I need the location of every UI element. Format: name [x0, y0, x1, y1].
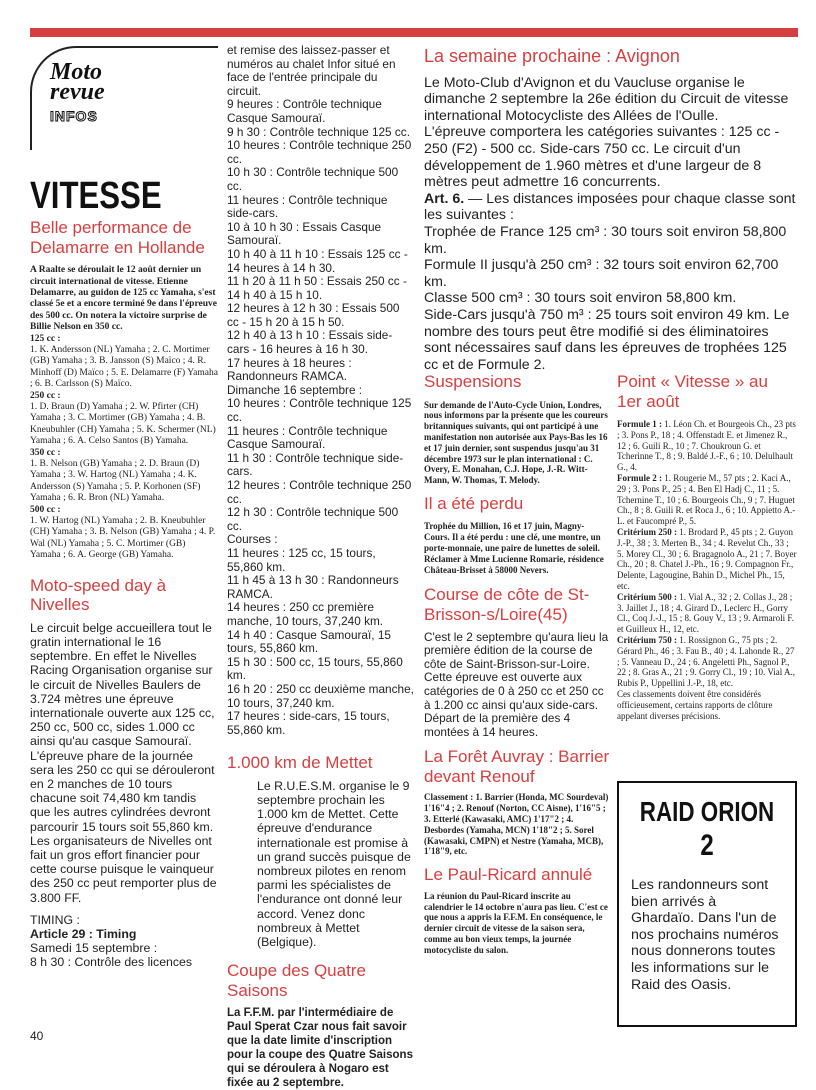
headline-point-vitesse: Point « Vitesse » au 1er août: [617, 372, 768, 411]
top-red-rule: [30, 28, 798, 37]
logo-revue: revue: [50, 79, 105, 105]
section-title: VITESSE: [30, 175, 162, 217]
nivelles-p1: Le circuit belge accueillera tout le gratin international le 16 septembre. En effet le Nivelles Racing Organisation organise sur le circuit de Nivelles Baulers de 3.724 mètres une épreuve internationale ouverte aux 125 cc, 250 cc, 500 cc, sides 1.000 cc ainsi qu'au casque Samouraï.: [30, 620, 215, 749]
criterium-750: 1. Rossignon G., 75 pts ; 2. Gérard Ph., 46 ; 3. Fau B., 40 ; 4. Lahonde R., 27 ; 5. Vanneau D., 24 ; 6. Angeletti Ph., Sagnol P., 22 ; 8. Gras A., 21 ; 9. Gorry Cl., 19 ; 10. Vial A., Rubis P., Uppellini J.-P., 18, etc.: [617, 635, 796, 689]
headline-foret-auvray: La Forêt Auvray : Barrier devant Renouf: [424, 747, 610, 786]
criterium-250-label: Critérium 250 :: [617, 527, 677, 538]
perdu-text: Trophée du Million, 16 et 17 juin, Magny-Cours. Il a été perdu : une clé, une montre, un porte-monnaie, une paire de lunettes de soleil. Réclamer à Mme Lucienne Romarie, résidence Château-Brisset à 58000 Nevers.: [424, 521, 604, 575]
timing-label: TIMING :: [30, 912, 80, 927]
results-250: 1. D. Braun (D) Yamaha ; 2. W. Pfirter (CH) Yamaha ; 3. C. Mortimer (GB) Yamaha ; 4. B. Kneubuhler (CH) Yamaha ; 5. K. Schermer (NL) Yamaha ; 6. A. Celso Santos (B) Yamaha.: [30, 401, 216, 447]
headline-mettet: 1.000 km de Mettet: [227, 753, 373, 773]
column-1: [30, 40, 218, 970]
classement-note: Ces classements doivent être considérés officieusement, certains rapports de clôture appelant diverses précisions.: [617, 689, 773, 721]
headline-st-brisson: Course de côte de St-Brisson-s/Loire(45): [424, 585, 590, 624]
avignon-art6: — Les distances imposées pour chaque classe sont les suivantes :: [424, 190, 796, 224]
avignon-p2: L'épreuve comportera les catégories suivantes : 125 cc - 250 (F2) - 500 cc. Side-cars 750 cc. Le circuit d'un développement de 1.960 mètres et d'une largeur de 8 mètres peut admettre 16 concurrents.: [424, 124, 780, 191]
raid-text: Les randonneurs sont bien arrivés à Ghardaïo. Dans l'un de nos prochains numéros nous donnerons toutes les informations sur le Raid des Oasis.: [631, 877, 779, 993]
formule-1-label: Formule 1 :: [617, 419, 662, 430]
headline-suspensions: Suspensions: [424, 372, 522, 391]
mettet-text: Le R.U.E.S.M. organise le 9 septembre prochain les 1.000 km de Mettet. Cette épreuve d'endurance internationale est promise à un grand succès puisque de nombreux pilotes en renom parmi les spécialistes de l'endurance ont donné leur accord. Venez donc nombreux à Mettet (Belgique).: [257, 778, 411, 950]
criterium-500-label: Critérium 500 :: [617, 591, 677, 602]
results-350-label: 350 cc :: [30, 447, 61, 458]
raid-title-number: 2: [700, 829, 714, 862]
criterium-250: 1. Brodard P., 45 pts ; 2. Guyon J.-P., 38 ; 3. Merten B., 34 ; 4. Revelut Ch., 33 ; 5. Morey Cl., 30 ; 6. Bragagnolo A., 21 ; 7. Boyer Ch., 20 ; 8. Chatel J.-Ph., 16 ; 9. Compagnon Fr., Delente, Lagougine, Bahin D., Michel Ph., 15, etc.: [617, 527, 797, 592]
criterium-750-label: Critérium 750 :: [617, 635, 677, 646]
results-500: 1. W. Hartog (NL) Yamaha ; 2. B. Kneubuhler (CH) Yamaha ; 3. B. Nelson (GB) Yamaha ; 4. P. Wal (NL) Yamaha ; 5. C. Mortimer (GB) Yamaha ; 6. A. George (GB) Yamaha.: [30, 516, 216, 561]
foret-auvray-text: Classement : 1. Barrier (Honda, MC Sourdeval) 1'16"4 ; 2. Renouf (Norton, CC Aisne), 1'16"5 ; 3. Etterlé (Kawasaki, AMC) 1'17"2 ; 4. Desbordes (Yamaha, MCN) 1'18"2 ; 5. Sorel (Kawasaki, CMPN) et Nestre (Yamaha, MCB), 1'18"9, etc.: [424, 792, 609, 857]
raid-title: RAID ORION: [639, 796, 775, 827]
raid-orion-box: [617, 781, 797, 1027]
nivelles-p3: Les organisateurs de Nivelles ont fait un gros effort financier pour cette course puisque le vainqueur des 250 cc peut remporter plus de 3.800 FF.: [30, 833, 217, 905]
headline-coupe: Coupe des Quatre Saisons: [227, 961, 366, 1000]
column-2: [227, 44, 414, 1090]
avignon-p6: Classe 500 cm³ : 30 tours soit environ 58,800 km.: [424, 290, 737, 307]
page-number: 40: [30, 1029, 44, 1043]
paul-ricard-text: La réunion du Paul-Ricard inscrite au calendrier le 14 octobre n'aura pas lieu. C'est ce que nous a appris la F.F.M. En conséquence, le dernier circuit de vitesse de la saison sera, comme au bon vieux temps, la journée motocycliste du salon.: [424, 890, 608, 955]
headline-perdu: Il a été perdu: [424, 493, 524, 513]
headline-paul-ricard: Le Paul-Ricard annulé: [424, 865, 593, 885]
avignon-p7: Side-Cars jusqu'à 750 m³ : 25 tours soit environ 49 km. Le nombre des tours peut être modifié si des éliminatoires sont nécessaires sauf dans les épreuves de trophées 125 cc et de Formule 2.: [424, 307, 790, 373]
article-intro: A Raalte se déroulait le 12 août dernier un circuit international de vitesse. Etienne Delamarre, au guidon de 125 cc Yamaha, s'est classé 5e et a encore terminé 9e dans l'épreuve des 500 cc. On notera la victoire surprise de Billie Nelson en 350 cc.: [30, 265, 217, 333]
avignon-p1: Le Moto-Club d'Avignon et du Vaucluse organise le dimanche 2 septembre la 26e édition du Circuit de vitesse international Motocycliste des Allées de l'Oulle.: [424, 74, 789, 124]
criterium-500: 1. Vial A., 32 ; 2. Collas J., 28 ; 3. Jaillet J., 18 ; 4. Girard D., Leclerc H., Gorry Cl., Coq J.-J., 15 ; 8. Gouy V., 13 ; 9. Armaroli F. et Guilleux H., 12, etc.: [617, 591, 794, 635]
nivelles-p2: L'épreuve phare de la journée sera les 250 cc qui se dérouleront en 2 manches de 10 tours chacune soit 74,480 km tandis que les autres cylindrées devront parcourir 15 tours soit 55,860 km.: [30, 748, 215, 834]
schedule-830: 8 h 30 : Contrôle des licences: [30, 955, 193, 970]
logo-infos: INFOS: [50, 108, 98, 124]
headline-delamarre: Belle performance de Delamarre en Hollande: [30, 218, 205, 257]
st-brisson-text: C'est le 2 septembre qu'aura lieu la première édition de la course de côte de Saint-Brisson-sur-Loire. Cette épreuve est ouverte aux catégories de 0 à 250 cc et 250 cc à 1.200 cc ainsi qu'aux side-cars. Départ de la première des 4 montées à 14 heures.: [424, 629, 609, 739]
nivelles-schedule: et remise des laissez-passer et numéros au chalet Infor situé en face de l'entrée principale du circuit. 9 heures : Contrôle technique Casque Samouraï. 9 h 30 : Contrôle technique 125 cc. 10 heures : Contrôle technique 250 cc. 10 h 30 : Contrôle technique 500 cc. 11 heures : Contrôle technique side-cars. 10 à 10 h 30 : Essais Casque Samouraï. 10 h 40 à 11 h 10 : Essais 125 cc - 14 heures à 14 h 30. 11 h 20 à 11 h 50 : Essais 250 cc - 14 h 40 à 15 h 10. 12 heures à 12 h 30 : Essais 500 cc - 15 h 20 à 15 h 50. 12 h 40 à 13 h 10 : Essais side-cars - 16 heures à 16 h 30. 17 heures à 18 heures : Randonneurs RAMCA. Dimanche 16 septembre : 10 heures : Contrôle technique 125 cc. 11 heures : Contrôle technique Casque Samouraï. 11 h 30 : Contrôle technique side-cars. 12 heures : Contrôle technique 250 cc. 12 h 30 : Contrôle technique 500 cc. Courses : 11 heures : 125 cc, 15 tours, 55,860 km. 11 h 45 à 13 h 30 : Randonneurs RAMCA. 14 heures : 250 cc première manche, 10 tours, 37,240 km. 14 h 40 : Casque Samouraï, 15 tours, 55,860 km. 15 h 30 : 500 cc, 15 tours, 55,860 km. 16 h 20 : 250 cc deuxième manche, 10 tours, 37,240 km. 17 heures : side-cars, 15 tours, 55,860 km.: [227, 43, 414, 737]
results-125-label: 125 cc :: [30, 333, 61, 344]
avignon-p5: Formule II jusqu'à 250 cm³ : 32 tours soit environ 62,700 km.: [424, 257, 779, 290]
formule-2-label: Formule 2 :: [617, 473, 662, 484]
avignon-art6-label: Art. 6.: [424, 190, 465, 207]
headline-avignon: La semaine prochaine : Avignon: [424, 46, 680, 66]
avignon-p4: Trophée de France 125 cm³ : 30 tours soit environ 58,800 km.: [424, 224, 787, 257]
suspensions-text: Sur demande de l'Auto-Cycle Union, Londres, nous informons par la présente que les coureurs britanniques suivants, qui ont participé à une manifestation non autorisée aux Pays-Bas les 16 et 17 juin dernier, sont suspendus jusqu'au 31 décembre 1973 sur le plan international : C. Overy, E. Monahan, C.J. Hope, J.-R. Witt-Mann, W. Thomas, T. Melody.: [424, 399, 608, 486]
formule-1: 1. Léon Ch. et Bourgeois Ch., 23 pts ; 3. Pons P., 18 ; 4. Offenstadt E. et Jimenez R., 12 ; 6. Guili R., 10 ; 7. Choukroun G. et Tcherinne T., 8 ; 9. Baldé J.-F., 6 ; 10. Delulhault G., 4.: [617, 419, 796, 473]
column-3b: [617, 372, 797, 721]
results-125: 1. K. Andersson (NL) Yamaha ; 2. C. Mortimer (GB) Yamaha ; 3. B. Jansson (S) Maïco ; 4. R. Minhoff (D) Maïco ; 5. E. Delamarre (F) Yamaha ; 6. B. Carlsson (S) Maïco.: [30, 344, 218, 390]
moto-revue-infos-logo: [30, 46, 218, 150]
results-350: 1. B. Nelson (GB) Yamaha ; 2. D. Braun (D) Yamaha ; 3. W. Hartog (NL) Yamaha ; 4. K. Andersson (S) Yamaha ; 5. P. Korhonen (SF) Yamaha ; 6. R. Bron (NL) Yamaha.: [30, 459, 201, 504]
coupe-text: La F.F.M. par l'intermédiaire de Paul Sperat Czar nous fait savoir que la date limite d'inscription pour la coupe des Quatre Saisons qui se déroulera à Nogaro est fixée au 2 septembre.: [227, 1007, 413, 1090]
results-500-label: 500 cc :: [30, 504, 61, 515]
formule-2: 1. Rougerie M., 57 pts ; 2. Kaci A., 29 ; 3. Pons P., 25 ; 4. Ben El Hadj C., 11 ; 5. Tchernine T., 10 ; 6. Bourgeois Ch., 9 ; 7. Huguet Ch., 8 ; 8. Guili R. et Roca J., 6 ; 10. Appietto A.-L. et Faucompré P., 5.: [617, 473, 796, 527]
column-3a: [424, 372, 610, 956]
column-3-top: [424, 46, 797, 373]
samedi-label: Samedi 15 septembre :: [30, 941, 158, 956]
headline-nivelles: Moto-speed day à Nivelles: [30, 575, 167, 615]
logo-moto: Moto: [50, 59, 103, 85]
results-250-label: 250 cc :: [30, 390, 61, 401]
article-29: Article 29 : Timing: [30, 927, 137, 942]
